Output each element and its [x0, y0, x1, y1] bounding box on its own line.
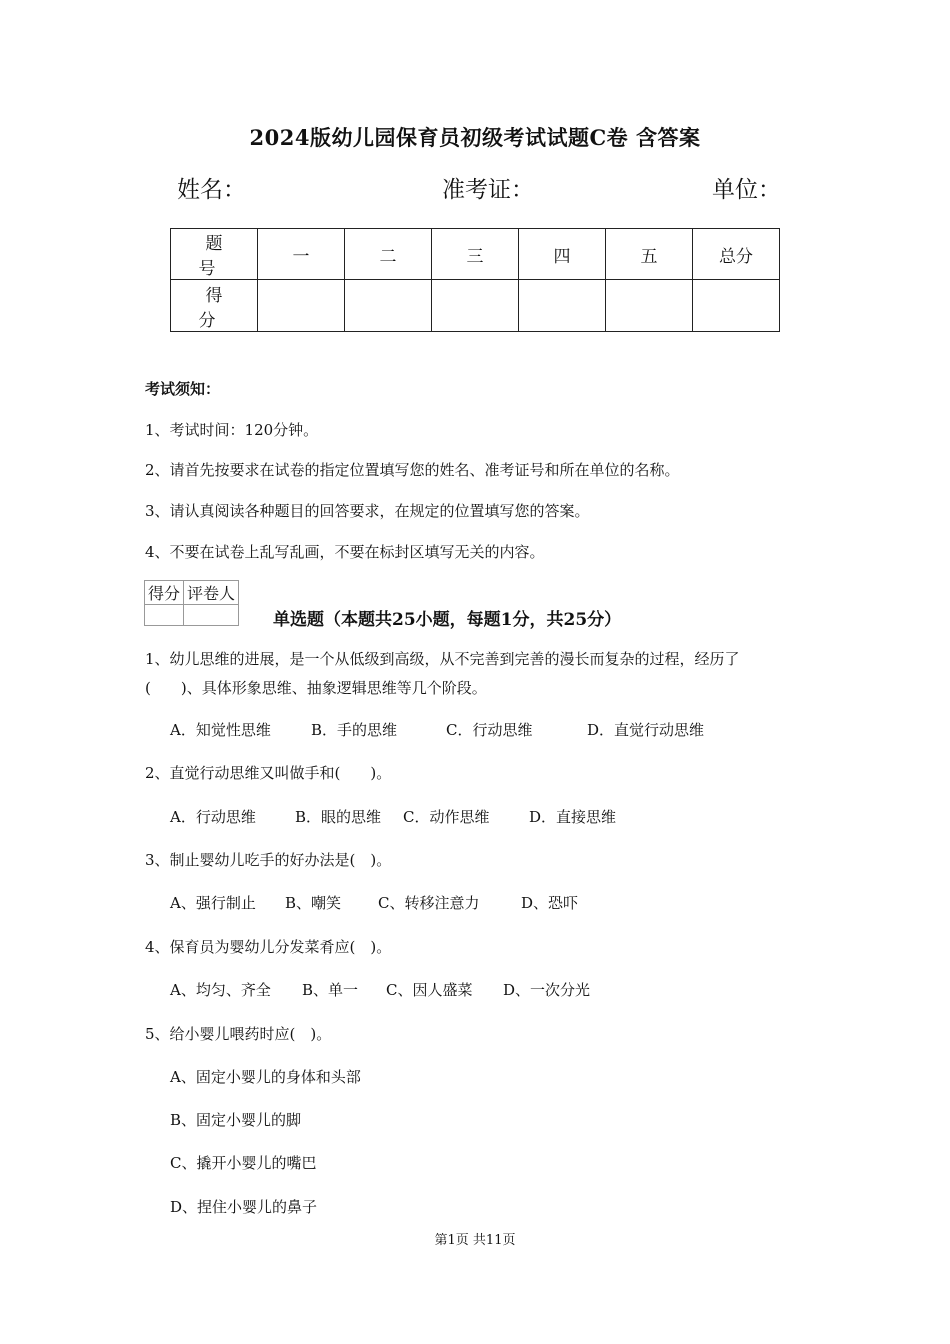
question-stem: 5、给小婴儿喂药时应( )。 [145, 1025, 332, 1043]
score-table-score-row [171, 280, 780, 332]
score-table-header-cell: 二 [345, 229, 432, 280]
score-table-header-cell: 三 [432, 229, 519, 280]
notice-item: 4、不要在试卷上乱写乱画，不要在标封区填写无关的内容。 [145, 543, 545, 561]
question-stem: 1、幼儿思维的进展，是一个从低级到高级，从不完善到完善的漫长而复杂的过程，经历了 [145, 650, 740, 668]
score-cell [432, 280, 519, 332]
question-option: C、因人盛菜 [386, 981, 473, 999]
question-stem: 3、制止婴幼儿吃手的好办法是( )。 [145, 851, 392, 869]
document-title: 2024版幼儿园保育员初级考试试题C卷 含答案 [249, 125, 701, 150]
page-footer: 第1页 共11页 [434, 1233, 516, 1248]
notice-item: 2、请首先按要求在试卷的指定位置填写您的姓名、准考证号和所在单位的名称。 [145, 461, 680, 479]
notice-item: 3、请认真阅读各种题目的回答要求，在规定的位置填写您的答案。 [145, 502, 590, 520]
question-option: C、撬开小婴儿的嘴巴 [170, 1154, 317, 1172]
question-option: C、转移注意力 [378, 894, 480, 912]
question-option: B．眼的思维 [295, 808, 382, 826]
grader-box-grader-label: 评卷人 [184, 581, 239, 605]
question-option: D、一次分光 [503, 981, 591, 999]
score-table-header-cell: 四 [519, 229, 606, 280]
question-stem: 2、直觉行动思维又叫做手和( )。 [145, 764, 392, 782]
question-option: D、恐吓 [521, 894, 579, 912]
score-cell [693, 280, 780, 332]
score-table [170, 228, 780, 332]
score-table-header-cell: 题 号 [171, 229, 258, 280]
question-option: B、固定小婴儿的脚 [170, 1111, 302, 1129]
question-option: A．行动思维 [170, 808, 256, 826]
question-option: A、固定小婴儿的身体和头部 [170, 1068, 361, 1086]
question-option: D．直觉行动思维 [587, 721, 705, 739]
question-option: B．手的思维 [311, 721, 398, 739]
question-option: D、捏住小婴儿的鼻子 [170, 1198, 318, 1216]
grader-box-cell [145, 605, 184, 626]
score-table-header-cell: 总分 [693, 229, 780, 280]
exam-id-field-label: 准考证： [442, 177, 534, 203]
section-title: 单选题（本题共25小题，每题1分，共25分） [273, 610, 622, 630]
score-cell [345, 280, 432, 332]
grader-box-cell [184, 605, 239, 626]
grader-box [144, 580, 239, 626]
notice-item: 1、考试时间：120分钟。 [145, 421, 319, 439]
score-table-header-cell: 五 [606, 229, 693, 280]
question-option: B、单一 [302, 981, 359, 999]
question-option: D．直接思维 [529, 808, 617, 826]
question-option: C．行动思维 [446, 721, 533, 739]
unit-field-label: 单位： [712, 177, 781, 203]
question-option: A、均匀、齐全 [170, 981, 271, 999]
question-option: A、强行制止 [170, 894, 256, 912]
score-cell [519, 280, 606, 332]
notice-heading: 考试须知： [145, 380, 221, 398]
score-table-header-cell: 一 [258, 229, 345, 280]
name-field-label: 姓名： [177, 177, 246, 203]
score-table-header-row [171, 229, 780, 280]
grader-box-score-label: 得分 [145, 581, 184, 605]
score-row-label: 得 分 [171, 280, 258, 332]
question-option: B、嘲笑 [285, 894, 342, 912]
question-option: A．知觉性思维 [170, 721, 271, 739]
question-stem: 4、保育员为婴幼儿分发菜肴应( )。 [145, 938, 392, 956]
score-cell [258, 280, 345, 332]
question-stem-continued: ( )、具体形象思维、抽象逻辑思维等几个阶段。 [145, 679, 487, 697]
score-cell [606, 280, 693, 332]
question-option: C．动作思维 [403, 808, 490, 826]
